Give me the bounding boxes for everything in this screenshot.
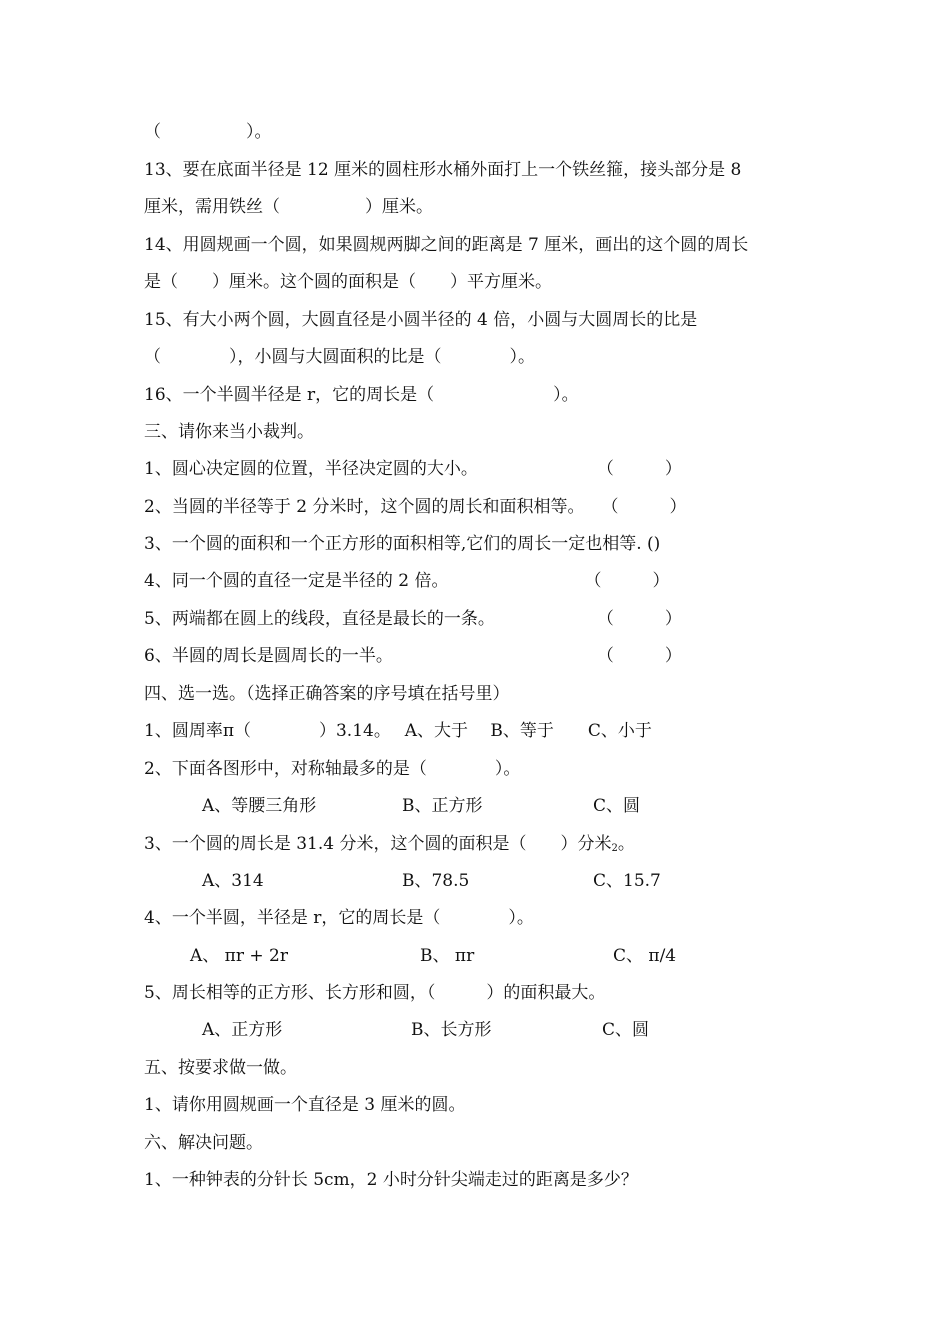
unit-superscript: 2 (611, 843, 618, 854)
text-line: 是（ ）厘米。这个圆的面积是（ ）平方厘米。 (144, 272, 552, 292)
option-b: B、 πr (420, 946, 475, 966)
section-heading: 六、解决问题。 (144, 1133, 263, 1153)
section-heading: 五、按要求做一做。 (144, 1058, 297, 1078)
text-line: （ ）。 (144, 122, 272, 142)
text-line (144, 833, 635, 860)
option-c: C、15.7 (593, 871, 661, 891)
option-b: B、长方形 (411, 1020, 492, 1040)
text-line: 厘米，需用铁丝（ ）厘米。 (144, 197, 433, 217)
option-c: C、圆 (593, 796, 641, 816)
text-line: （ ），小圆与大圆面积的比是（ ）。 (144, 347, 535, 367)
option-a: A、314 (202, 871, 264, 891)
text-line: 15、有大小两个圆，大圆直径是小圆半径的 4 倍，小圆与大圆周长的比是 (144, 310, 698, 330)
section-heading: 四、选一选。（选择正确答案的序号填在括号里） (144, 684, 510, 704)
option-a: A、等腰三角形 (202, 796, 317, 816)
question-end: 。 (617, 834, 635, 854)
option-c: C、圆 (602, 1020, 650, 1040)
text-line: 1、请你用圆规画一个直径是 3 厘米的圆。 (144, 1095, 466, 1115)
text-line: 2、下面各图形中，对称轴最多的是（ ）。 (144, 759, 521, 779)
text-line: 16、一个半圆半径是 r，它的周长是（ ）。 (144, 385, 579, 405)
text-line: 5、两端都在圆上的线段，直径是最长的一条。 （ ） (144, 609, 682, 629)
text-line: 6、半圆的周长是圆周长的一半。 （ ） (144, 646, 682, 666)
text-line: 1、圆周率π（ ）3.14。 A、大于 B、等于 C、小于 (144, 721, 652, 741)
text-line: 5、周长相等的正方形、长方形和圆，（ ）的面积最大。 (144, 983, 606, 1003)
text-line: 3、一个圆的面积和一个正方形的面积相等,它们的周长一定也相等. () (144, 534, 661, 554)
text-line: 14、用圆规画一个圆，如果圆规两脚之间的距离是 7 厘米，画出的这个圆的周长 (144, 235, 749, 255)
text-line: 2、当圆的半径等于 2 分米时，这个圆的周长和面积相等。 （ ） (144, 497, 687, 517)
option-c: C、 π/4 (613, 946, 677, 966)
text-line: 13、要在底面半径是 12 厘米的圆柱形水桶外面打上一个铁丝箍，接头部分是 8 (144, 160, 742, 180)
option-b: B、正方形 (402, 796, 483, 816)
question-stem: 3、一个圆的周长是 31.4 分米，这个圆的面积是（ ）分米 (144, 834, 612, 854)
text-line: 1、一种钟表的分针长 5cm，2 小时分针尖端走过的距离是多少？ (144, 1170, 638, 1190)
text-line: 1、圆心决定圆的位置，半径决定圆的大小。 （ ） (144, 459, 682, 479)
option-b: B、78.5 (402, 871, 470, 891)
option-a: A、 πr + 2r (190, 946, 288, 966)
section-heading: 三、请你来当小裁判。 (144, 422, 314, 442)
text-line: 4、同一个圆的直径一定是半径的 2 倍。 （ ） (144, 571, 670, 591)
option-a: A、正方形 (202, 1020, 283, 1040)
text-line: 4、一个半圆，半径是 r，它的周长是（ ）。 (144, 908, 534, 928)
